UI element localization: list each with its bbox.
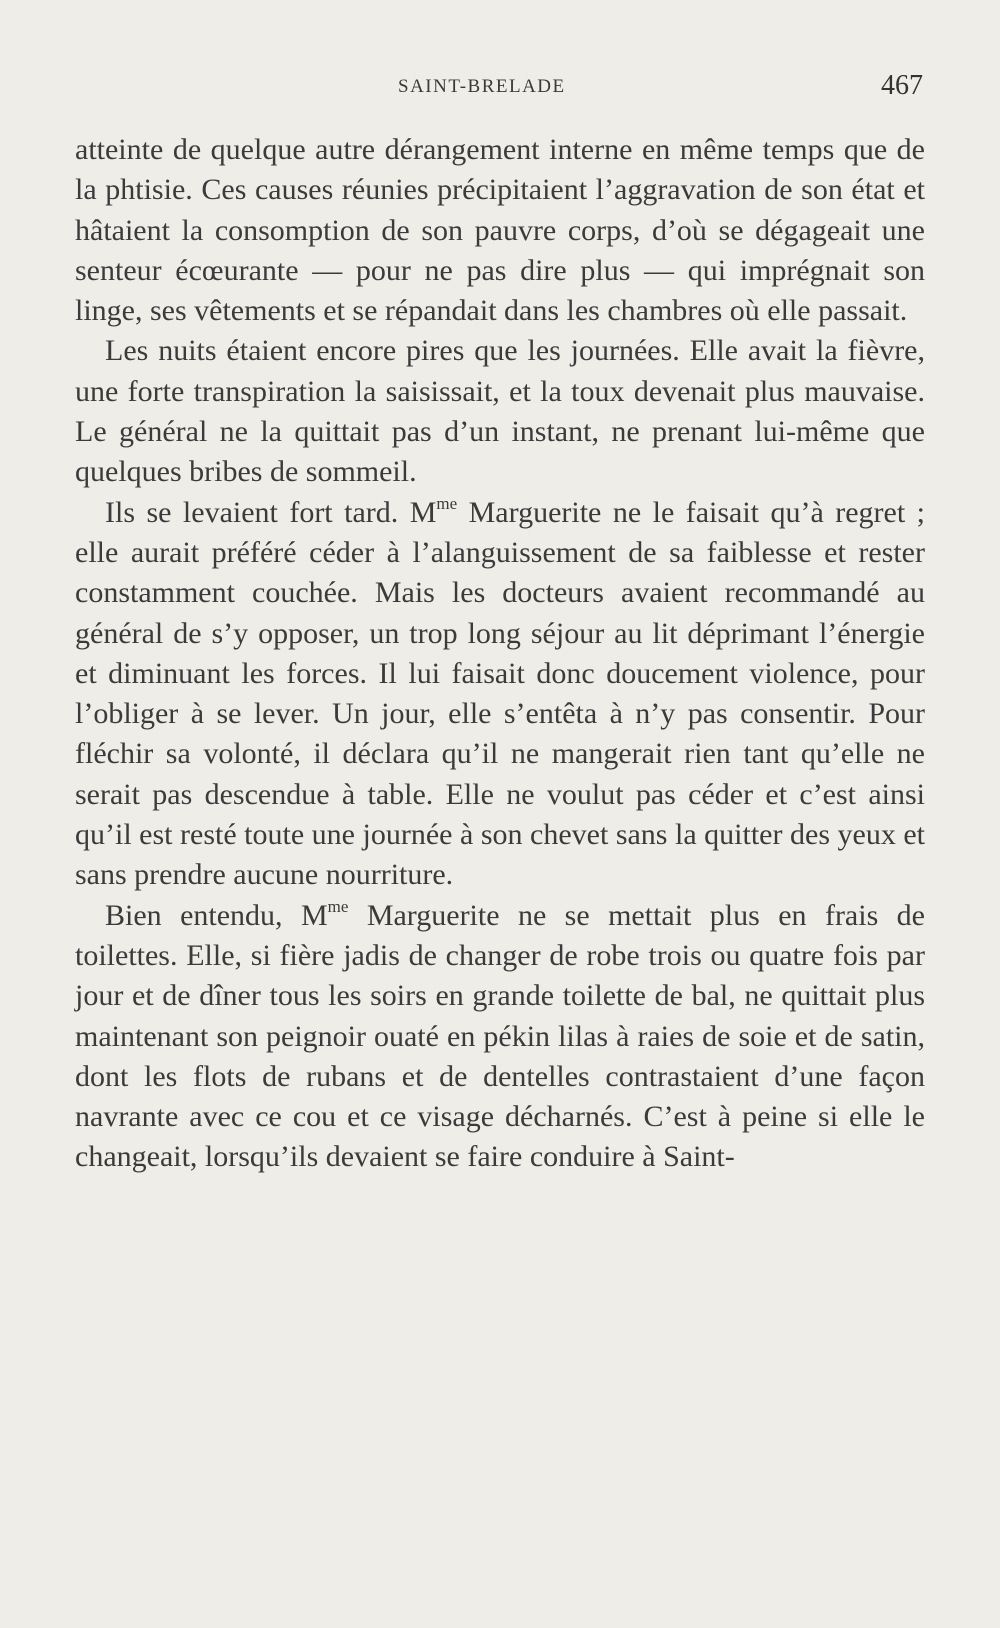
page-number: 467 — [881, 70, 923, 101]
paragraph — [75, 130, 925, 331]
superscript-abbrev: me — [327, 896, 349, 916]
superscript-abbrev: me — [436, 493, 458, 513]
paragraph — [75, 493, 925, 896]
paragraph — [75, 331, 925, 492]
text-segment: Marguerite ne le faisait qu’à regret ; elle aurait préféré céder à l’alanguissement de sa faiblesse et rester constamment couchée. Mais les docteurs avaient recommandé au général de s’y opposer, un trop long séjour au lit déprimant l’énergie et diminuant les forces. Il lui faisait donc doucement violence, pour l’obliger à se lever. Un jour, elle s’entêta à n’y pas consentir. Pour fléchir sa volonté, il déclara qu’il ne mangerait rien tant qu’elle ne serait pas descendue à table. Elle ne voulut pas céder et c’est ainsi qu’il est resté toute une journée à son chevet sans la quitter des yeux et sans prendre aucune nourriture. — [75, 495, 925, 892]
text-segment: Ils se levaient fort tard. M — [105, 495, 437, 529]
text-segment: Marguerite ne se mettait plus en frais de toilettes. Elle, si fière jadis de changer de robe trois ou quatre fois par jour et de dîner tous les soirs en grande toilette de bal, ne quittait plus maintenant son peignoir ouaté en pékin lilas à raies de soie et de satin, dont les flots de rubans et de dentelles contrastaient d’une façon navrante avec ce cou et ce visage décharnés. C’est à peine si elle le changeait, lorsqu’ils devaient se faire conduire à Saint- — [75, 898, 925, 1174]
running-head: SAINT-BRELADE — [398, 76, 566, 97]
text-segment: Bien entendu, M — [105, 898, 328, 932]
text-segment: Les nuits étaient encore pires que les journées. Elle avait la fièvre, une forte transpiration la saisissait, et la toux devenait plus mauvaise. Le général ne la quittait pas d’un instant, ne prenant lui-même que quelques bribes de sommeil. — [75, 334, 925, 489]
text-segment: atteinte de quelque autre dérangement interne en même temps que de la phtisie. Ces causes réunies précipitaient l’aggravation de son état et hâtaient la consomption de son pauvre corps, d’où se dégageait une senteur écœurante — pour ne pas dire plus — qui imprégnait son linge, ses vêtements et se répandait dans les chambres où elle passait. — [75, 133, 925, 328]
paragraph — [75, 896, 925, 1178]
body-text — [75, 130, 925, 1178]
page-header — [78, 70, 923, 110]
